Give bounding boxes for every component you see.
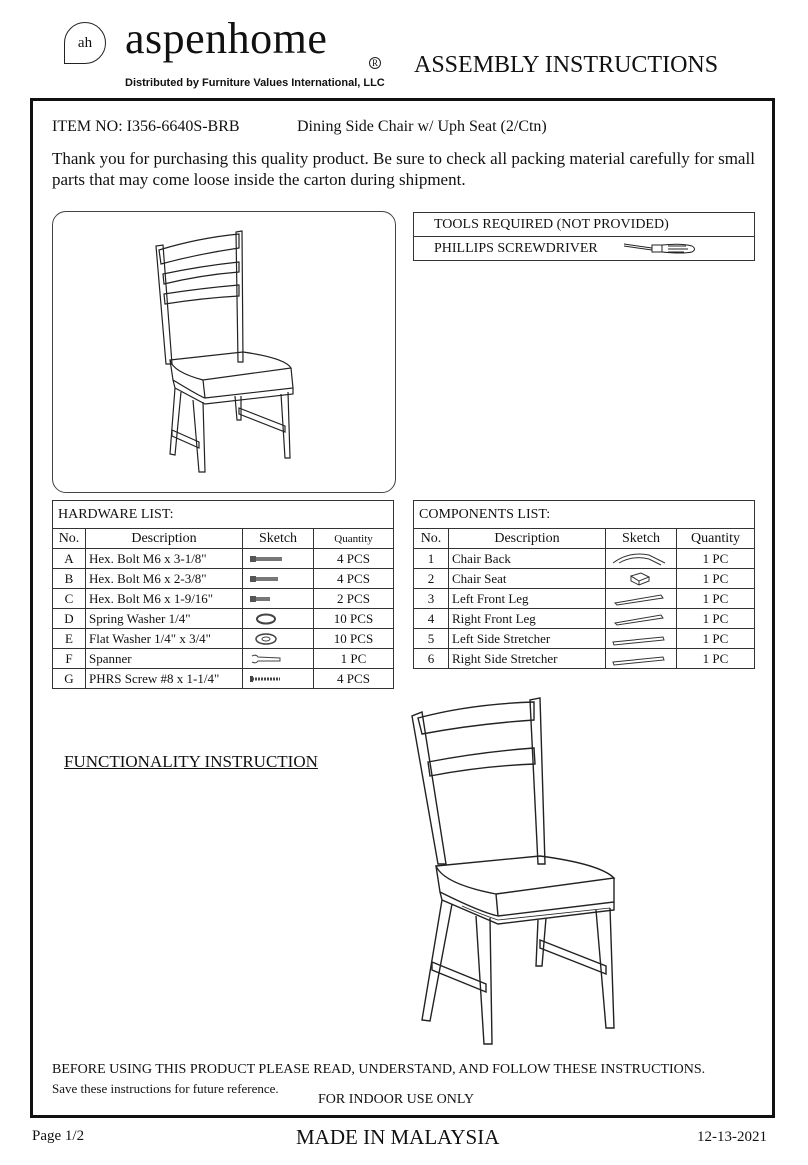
row-quantity: 1 PC xyxy=(677,609,755,629)
table-row xyxy=(53,629,394,649)
row-description: Hex. Bolt M6 x 1-9/16" xyxy=(86,589,243,609)
col-description: Description xyxy=(449,529,606,549)
screwdriver-icon xyxy=(622,240,702,256)
components-caption: COMPONENTS LIST: xyxy=(414,501,755,529)
row-description: Flat Washer 1/4" x 3/4" xyxy=(86,629,243,649)
col-sketch: Sketch xyxy=(243,529,314,549)
components-header-row xyxy=(414,529,755,549)
row-description: Chair Back xyxy=(449,549,606,569)
table-row xyxy=(414,649,755,669)
row-no: 1 xyxy=(414,549,449,569)
table-row xyxy=(53,569,394,589)
table-row xyxy=(53,589,394,609)
row-quantity: 1 PC xyxy=(314,649,394,669)
table-row xyxy=(53,549,394,569)
table-row xyxy=(414,569,755,589)
table-row xyxy=(53,649,394,669)
row-no: 5 xyxy=(414,629,449,649)
leg-icon xyxy=(609,592,669,606)
document-title: ASSEMBLY INSTRUCTIONS xyxy=(414,52,719,78)
item-number: ITEM NO: I356-6640S-BRB xyxy=(52,118,240,135)
row-no: 2 xyxy=(414,569,449,589)
hardware-table xyxy=(52,500,394,689)
row-no: 3 xyxy=(414,589,449,609)
chair-seat-icon xyxy=(609,571,669,587)
chair-illustration-large xyxy=(400,696,640,1050)
col-sketch: Sketch xyxy=(606,529,677,549)
row-quantity: 4 PCS xyxy=(314,569,394,589)
item-description: Dining Side Chair w/ Uph Seat (2/Ctn) xyxy=(297,118,547,135)
document-date: 12-13-2021 xyxy=(697,1129,767,1145)
col-quantity: Quantity xyxy=(677,529,755,549)
distributor-line: Distributed by Furniture Values International, LLC xyxy=(125,77,385,89)
row-quantity: 1 PC xyxy=(677,649,755,669)
tool-row xyxy=(414,237,755,261)
row-description: Chair Seat xyxy=(449,569,606,589)
spanner-icon xyxy=(246,653,286,665)
row-description: Hex. Bolt M6 x 2-3/8" xyxy=(86,569,243,589)
row-description: Right Side Stretcher xyxy=(449,649,606,669)
row-no: E xyxy=(53,629,86,649)
row-no: F xyxy=(53,649,86,669)
table-row xyxy=(414,589,755,609)
row-no: 4 xyxy=(414,609,449,629)
row-description: Hex. Bolt M6 x 3-1/8" xyxy=(86,549,243,569)
intro-paragraph: Thank you for purchasing this quality product. Be sure to check all packing material carefully for small parts that may come loose inside the carton during shipment. xyxy=(52,149,755,189)
row-no: C xyxy=(53,589,86,609)
logo-mark-text: ah xyxy=(77,34,93,51)
row-quantity: 10 PCS xyxy=(314,629,394,649)
row-description: Right Front Leg xyxy=(449,609,606,629)
table-row xyxy=(53,609,394,629)
row-description: Left Side Stretcher xyxy=(449,629,606,649)
table-row xyxy=(414,549,755,569)
col-no: No. xyxy=(414,529,449,549)
row-description: Left Front Leg xyxy=(449,589,606,609)
tools-header: TOOLS REQUIRED (NOT PROVIDED) xyxy=(414,213,755,237)
row-description: Spanner xyxy=(86,649,243,669)
row-quantity: 1 PC xyxy=(677,569,755,589)
col-quantity: Quantity xyxy=(314,529,394,549)
brand-name: aspenhome xyxy=(125,14,328,63)
row-quantity: 1 PC xyxy=(677,549,755,569)
spring-washer-icon xyxy=(246,613,286,625)
leg-icon xyxy=(609,612,669,626)
bolt-short-icon xyxy=(246,594,286,604)
row-description: PHRS Screw #8 x 1-1/4" xyxy=(86,669,243,689)
chair-back-icon xyxy=(609,551,669,567)
row-quantity: 1 PC xyxy=(677,589,755,609)
row-quantity: 10 PCS xyxy=(314,609,394,629)
bolt-long-icon xyxy=(246,554,286,564)
row-no: D xyxy=(53,609,86,629)
hardware-header-row xyxy=(53,529,394,549)
tool-label: PHILLIPS SCREWDRIVER xyxy=(434,240,598,256)
registered-mark: R xyxy=(369,57,381,69)
table-row xyxy=(414,609,755,629)
col-description: Description xyxy=(86,529,243,549)
flat-washer-icon xyxy=(246,633,286,645)
logo-mark xyxy=(64,22,106,64)
col-no: No. xyxy=(53,529,86,549)
row-description: Spring Washer 1/4" xyxy=(86,609,243,629)
table-row xyxy=(414,629,755,649)
warning-text: BEFORE USING THIS PRODUCT PLEASE READ, UNDERSTAND, AND FOLLOW THESE INSTRUCTIONS. xyxy=(52,1062,706,1077)
row-no: A xyxy=(53,549,86,569)
product-picture-box xyxy=(52,211,396,493)
row-quantity: 1 PC xyxy=(677,629,755,649)
chair-illustration-small xyxy=(53,212,395,492)
row-quantity: 4 PCS xyxy=(314,669,394,689)
row-no: 6 xyxy=(414,649,449,669)
tools-table xyxy=(413,212,755,261)
bolt-medium-icon xyxy=(246,574,286,584)
row-no: G xyxy=(53,669,86,689)
row-no: B xyxy=(53,569,86,589)
made-in-text: MADE IN MALAYSIA xyxy=(296,1125,500,1149)
page-number: Page 1/2 xyxy=(32,1128,85,1144)
stretcher-icon xyxy=(609,632,669,646)
stretcher-icon xyxy=(609,652,669,666)
table-row xyxy=(53,669,394,689)
screw-icon xyxy=(246,674,286,684)
save-instructions-text: Save these instructions for future reference. xyxy=(52,1081,279,1096)
functionality-title: FUNCTIONALITY INSTRUCTION xyxy=(64,752,318,771)
components-table xyxy=(413,500,755,669)
row-quantity: 2 PCS xyxy=(314,589,394,609)
indoor-use-text: FOR INDOOR USE ONLY xyxy=(318,1092,475,1107)
hardware-caption: HARDWARE LIST: xyxy=(53,501,394,529)
row-quantity: 4 PCS xyxy=(314,549,394,569)
